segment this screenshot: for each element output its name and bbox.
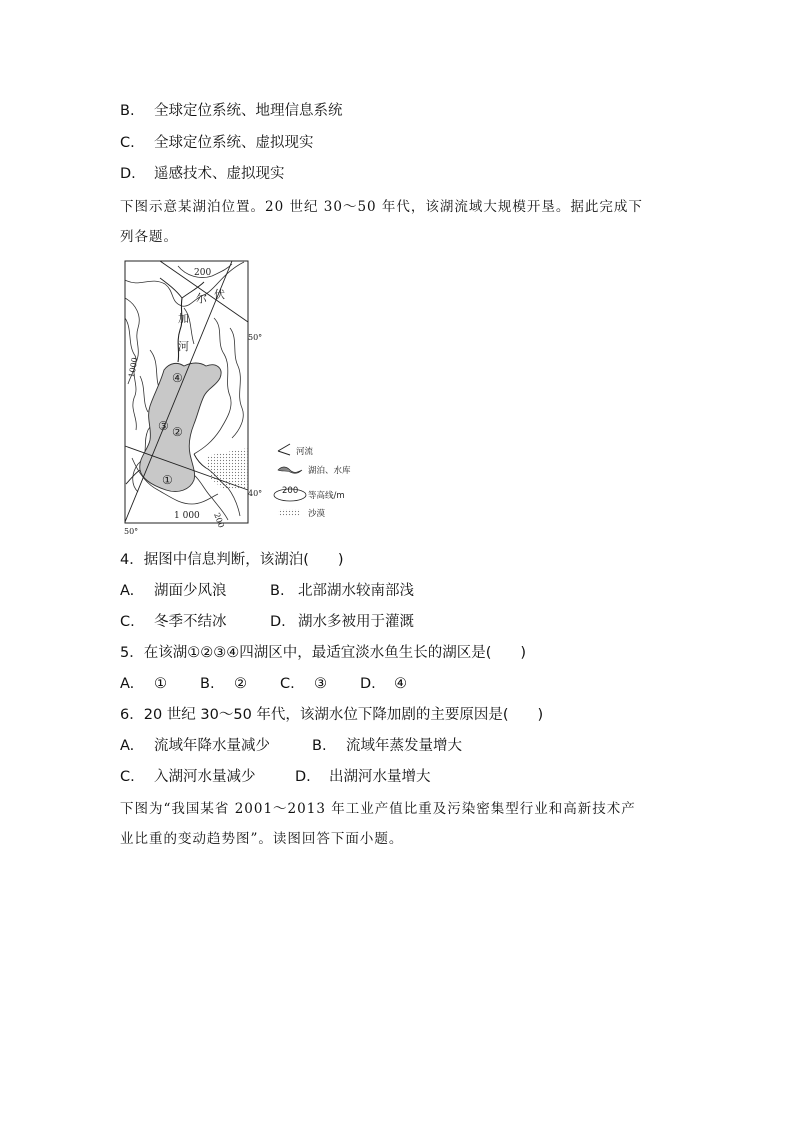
river-name-char: 伏 <box>214 288 225 301</box>
option-tag: A. <box>120 738 135 754</box>
question-5-stem: 5．在该湖①②③④四湖区中，最适宜淡水鱼生长的湖区是( ) <box>120 645 527 661</box>
question-6-stem: 6．20 世纪 30～50 年代，该湖水位下降加剧的主要原因是( ) <box>120 707 544 723</box>
option-tag: A. <box>120 676 135 692</box>
contour-label: 200 <box>212 511 226 530</box>
legend-contour-label: 等高线/m <box>308 491 345 501</box>
option-text: ② <box>234 676 247 692</box>
question-6-options-row-2 <box>120 767 431 787</box>
question-5-options-row <box>120 674 407 694</box>
intro-line-1: 下图示意某湖泊位置。20 世纪 30～50 年代，该湖流域大规模开垦。据此完成下 <box>120 199 643 215</box>
legend-river-label: 河流 <box>296 447 314 457</box>
option-text: 湖面少风浪 <box>154 583 227 599</box>
contour-label: 1000 <box>127 356 140 379</box>
option-text: 冬季不结冰 <box>154 614 227 630</box>
question-4-stem: 4．据图中信息判断，该湖泊( ) <box>120 552 344 568</box>
prev-option-d <box>120 164 285 184</box>
option-tag: B. <box>312 738 327 754</box>
option-d[interactable] <box>270 612 414 632</box>
next-intro-line-1: 下图为“我国某省 2001～2013 年工业产值比重及污染密集型行业和高新技术产 <box>120 801 636 817</box>
option-text: 全球定位系统、虚拟现实 <box>154 135 314 151</box>
option-b[interactable] <box>270 581 414 601</box>
desert-legend-icon <box>278 509 300 516</box>
option-tag: C. <box>120 769 135 785</box>
option-b[interactable] <box>312 736 462 756</box>
option-tag: B. <box>120 103 135 119</box>
option-d[interactable] <box>295 767 431 787</box>
option-tag: D. <box>270 614 286 630</box>
desert-area <box>206 448 248 490</box>
river-name-char: 尔 <box>196 292 207 305</box>
river-tributary <box>160 278 182 298</box>
contour-line <box>140 376 148 412</box>
lake-location-map <box>120 258 370 536</box>
lake-zone-4: ④ <box>172 371 183 385</box>
option-text: ① <box>154 676 167 692</box>
contour-label: 1 000 <box>174 511 200 521</box>
legend-contour-value: 200 <box>282 486 299 496</box>
contour-label: 200 <box>194 268 212 278</box>
map-legend <box>274 444 351 519</box>
option-text: 湖水多被用于灌溉 <box>298 614 414 630</box>
prev-option-c <box>120 133 314 153</box>
latitude-label: 50° <box>248 333 263 342</box>
option-tag: C. <box>280 676 295 692</box>
option-tag: B. <box>270 583 285 599</box>
option-a[interactable] <box>120 581 270 601</box>
lake-zone-3: ③ <box>158 419 169 433</box>
option-text: ④ <box>394 676 407 692</box>
option-text: 遥感技术、虚拟现实 <box>154 166 285 182</box>
next-intro-line-2: 业比重的变动趋势图”。读图回答下面小题。 <box>120 831 404 847</box>
prev-option-b <box>120 101 343 121</box>
legend-lake-label: 湖泊、水库 <box>308 466 351 476</box>
lake-zone-2: ② <box>172 425 183 439</box>
option-text: 入湖河水量减少 <box>154 769 256 785</box>
contour-line <box>230 328 243 438</box>
longitude-label: 50° <box>124 527 139 536</box>
river-legend-icon <box>278 444 290 455</box>
option-a[interactable] <box>120 736 312 756</box>
river <box>194 454 206 468</box>
option-text: 北部湖水较南部浅 <box>298 583 414 599</box>
option-tag: B. <box>200 676 215 692</box>
option-c[interactable] <box>120 612 270 632</box>
option-tag: C. <box>120 614 135 630</box>
option-tag: D. <box>120 166 136 182</box>
option-text: 全球定位系统、地理信息系统 <box>154 103 343 119</box>
question-4-options-row-2 <box>120 612 414 632</box>
option-tag: C. <box>120 135 135 151</box>
lake-legend-icon <box>278 467 302 473</box>
question-6-options-row-1 <box>120 736 462 756</box>
legend-desert-label: 沙漠 <box>308 509 326 519</box>
latitude-label: 40° <box>248 489 263 498</box>
option-tag: D. <box>360 676 376 692</box>
option-c[interactable] <box>120 767 295 787</box>
option-text: ③ <box>314 676 327 692</box>
option-a[interactable] <box>120 674 200 694</box>
option-text: 流域年蒸发量增大 <box>346 738 462 754</box>
option-tag: D. <box>295 769 311 785</box>
river-name-char: 加 <box>178 312 189 325</box>
option-text: 流域年降水量减少 <box>154 738 270 754</box>
lake-zone-1: ① <box>162 473 173 487</box>
river-name-char: 河 <box>178 340 189 353</box>
option-text: 出湖河水量增大 <box>329 769 431 785</box>
option-d[interactable] <box>360 674 407 694</box>
option-b[interactable] <box>200 674 280 694</box>
intro-line-2: 列各题。 <box>120 229 178 245</box>
option-c[interactable] <box>280 674 360 694</box>
option-tag: A. <box>120 583 135 599</box>
question-4-options-row-1 <box>120 581 414 601</box>
